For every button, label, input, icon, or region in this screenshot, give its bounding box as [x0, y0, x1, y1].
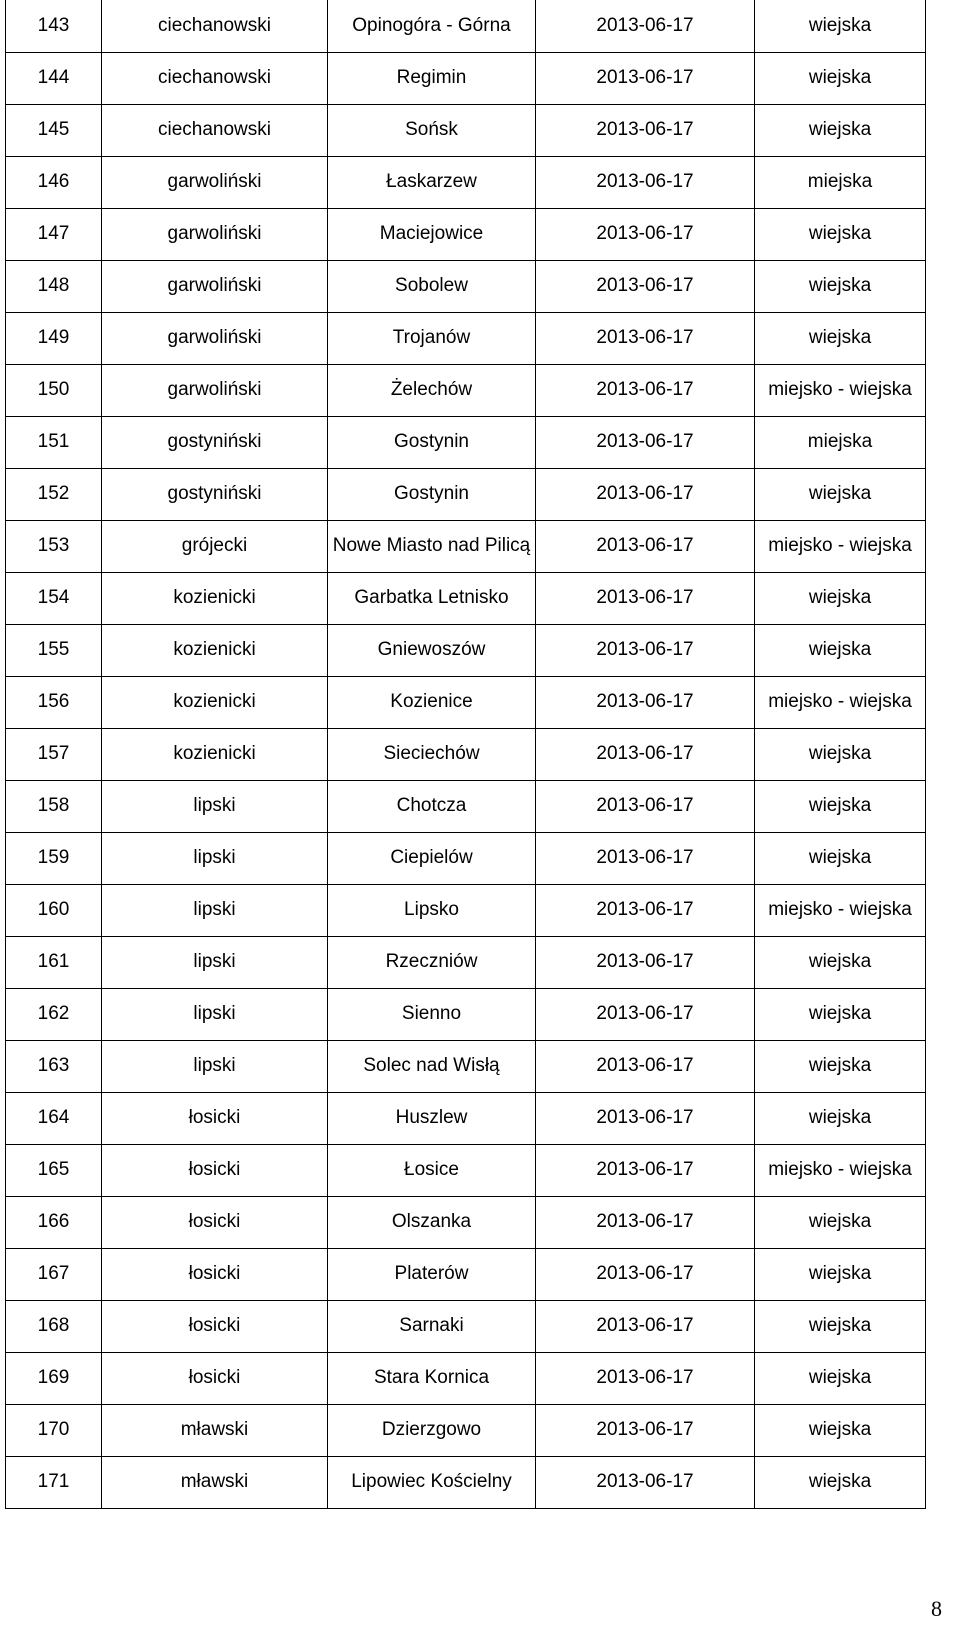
- date-cell: 2013-06-17: [536, 1144, 755, 1196]
- table-row: [6, 364, 926, 416]
- municipality-type-cell: wiejska: [755, 468, 926, 520]
- municipality-cell: Stara Kornica: [328, 1352, 536, 1404]
- date-cell: 2013-06-17: [536, 1092, 755, 1144]
- county-cell: łosicki: [102, 1196, 328, 1248]
- municipality-type-cell: wiejska: [755, 988, 926, 1040]
- table-row: [6, 208, 926, 260]
- row-number-cell: 146: [6, 156, 102, 208]
- municipality-cell: Sieciechów: [328, 728, 536, 780]
- row-number-cell: 160: [6, 884, 102, 936]
- county-cell: łosicki: [102, 1352, 328, 1404]
- row-number-cell: 155: [6, 624, 102, 676]
- date-cell: 2013-06-17: [536, 52, 755, 104]
- municipality-type-cell: wiejska: [755, 208, 926, 260]
- row-number-cell: 170: [6, 1404, 102, 1456]
- date-cell: 2013-06-17: [536, 416, 755, 468]
- county-cell: gostyniński: [102, 468, 328, 520]
- date-cell: 2013-06-17: [536, 1404, 755, 1456]
- table-row: [6, 1040, 926, 1092]
- county-cell: kozienicki: [102, 572, 328, 624]
- table-row: [6, 1404, 926, 1456]
- municipality-type-cell: miejska: [755, 416, 926, 468]
- municipality-type-cell: miejsko - wiejska: [755, 364, 926, 416]
- municipality-cell: Huszlew: [328, 1092, 536, 1144]
- county-cell: gostyniński: [102, 416, 328, 468]
- row-number-cell: 167: [6, 1248, 102, 1300]
- county-cell: grójecki: [102, 520, 328, 572]
- table-row: [6, 260, 926, 312]
- municipality-type-cell: wiejska: [755, 780, 926, 832]
- municipality-table: [5, 0, 926, 1509]
- table-row: [6, 312, 926, 364]
- municipality-cell: Kozienice: [328, 676, 536, 728]
- municipality-cell: Gniewoszów: [328, 624, 536, 676]
- date-cell: 2013-06-17: [536, 468, 755, 520]
- municipality-cell: Sobolew: [328, 260, 536, 312]
- municipality-cell: Maciejowice: [328, 208, 536, 260]
- county-cell: mławski: [102, 1456, 328, 1508]
- county-cell: łosicki: [102, 1092, 328, 1144]
- row-number-cell: 154: [6, 572, 102, 624]
- table-row: [6, 104, 926, 156]
- row-number-cell: 148: [6, 260, 102, 312]
- county-cell: kozienicki: [102, 728, 328, 780]
- municipality-cell: Sienno: [328, 988, 536, 1040]
- municipality-type-cell: miejska: [755, 156, 926, 208]
- municipality-type-cell: wiejska: [755, 728, 926, 780]
- date-cell: 2013-06-17: [536, 1300, 755, 1352]
- date-cell: 2013-06-17: [536, 624, 755, 676]
- municipality-cell: Sońsk: [328, 104, 536, 156]
- table-row: [6, 832, 926, 884]
- municipality-type-cell: wiejska: [755, 1456, 926, 1508]
- date-cell: 2013-06-17: [536, 0, 755, 52]
- row-number-cell: 157: [6, 728, 102, 780]
- county-cell: garwoliński: [102, 156, 328, 208]
- date-cell: 2013-06-17: [536, 988, 755, 1040]
- table-row: [6, 884, 926, 936]
- table-row: [6, 624, 926, 676]
- date-cell: 2013-06-17: [536, 572, 755, 624]
- table-row: [6, 572, 926, 624]
- municipality-type-cell: wiejska: [755, 1092, 926, 1144]
- table-row: [6, 780, 926, 832]
- date-cell: 2013-06-17: [536, 520, 755, 572]
- municipality-cell: Rzeczniów: [328, 936, 536, 988]
- date-cell: 2013-06-17: [536, 676, 755, 728]
- county-cell: garwoliński: [102, 208, 328, 260]
- row-number-cell: 158: [6, 780, 102, 832]
- date-cell: 2013-06-17: [536, 156, 755, 208]
- municipality-cell: Nowe Miasto nad Pilicą: [328, 520, 536, 572]
- municipality-cell: Lipowiec Kościelny: [328, 1456, 536, 1508]
- row-number-cell: 169: [6, 1352, 102, 1404]
- table-row: [6, 1196, 926, 1248]
- municipality-type-cell: wiejska: [755, 52, 926, 104]
- row-number-cell: 147: [6, 208, 102, 260]
- row-number-cell: 144: [6, 52, 102, 104]
- date-cell: 2013-06-17: [536, 1352, 755, 1404]
- row-number-cell: 164: [6, 1092, 102, 1144]
- row-number-cell: 166: [6, 1196, 102, 1248]
- date-cell: 2013-06-17: [536, 936, 755, 988]
- municipality-type-cell: miejsko - wiejska: [755, 884, 926, 936]
- county-cell: łosicki: [102, 1144, 328, 1196]
- page-number: 8: [931, 1596, 942, 1621]
- date-cell: 2013-06-17: [536, 1248, 755, 1300]
- table-row: [6, 520, 926, 572]
- table-row: [6, 468, 926, 520]
- table-row: [6, 1248, 926, 1300]
- table-row: [6, 936, 926, 988]
- row-number-cell: 159: [6, 832, 102, 884]
- date-cell: 2013-06-17: [536, 104, 755, 156]
- municipality-cell: Trojanów: [328, 312, 536, 364]
- municipality-type-cell: wiejska: [755, 312, 926, 364]
- row-number-cell: 143: [6, 0, 102, 52]
- municipality-cell: Dzierzgowo: [328, 1404, 536, 1456]
- county-cell: garwoliński: [102, 364, 328, 416]
- municipality-cell: Żelechów: [328, 364, 536, 416]
- date-cell: 2013-06-17: [536, 1456, 755, 1508]
- county-cell: lipski: [102, 884, 328, 936]
- row-number-cell: 163: [6, 1040, 102, 1092]
- municipality-cell: Sarnaki: [328, 1300, 536, 1352]
- row-number-cell: 145: [6, 104, 102, 156]
- municipality-type-cell: wiejska: [755, 1248, 926, 1300]
- county-cell: łosicki: [102, 1248, 328, 1300]
- county-cell: kozienicki: [102, 676, 328, 728]
- date-cell: 2013-06-17: [536, 780, 755, 832]
- municipality-cell: Ciepielów: [328, 832, 536, 884]
- date-cell: 2013-06-17: [536, 208, 755, 260]
- table-row: [6, 676, 926, 728]
- county-cell: ciechanowski: [102, 104, 328, 156]
- row-number-cell: 171: [6, 1456, 102, 1508]
- county-cell: lipski: [102, 780, 328, 832]
- date-cell: 2013-06-17: [536, 364, 755, 416]
- municipality-cell: Garbatka Letnisko: [328, 572, 536, 624]
- municipality-cell: Łaskarzew: [328, 156, 536, 208]
- municipality-cell: Platerów: [328, 1248, 536, 1300]
- municipality-cell: Opinogóra - Górna: [328, 0, 536, 52]
- row-number-cell: 149: [6, 312, 102, 364]
- municipality-type-cell: wiejska: [755, 936, 926, 988]
- date-cell: 2013-06-17: [536, 884, 755, 936]
- municipality-type-cell: wiejska: [755, 1300, 926, 1352]
- row-number-cell: 150: [6, 364, 102, 416]
- row-number-cell: 161: [6, 936, 102, 988]
- table-row: [6, 988, 926, 1040]
- table-row: [6, 1456, 926, 1508]
- date-cell: 2013-06-17: [536, 1040, 755, 1092]
- municipality-type-cell: miejsko - wiejska: [755, 1144, 926, 1196]
- municipality-type-cell: wiejska: [755, 832, 926, 884]
- row-number-cell: 156: [6, 676, 102, 728]
- municipality-cell: Regimin: [328, 52, 536, 104]
- municipality-type-cell: wiejska: [755, 0, 926, 52]
- date-cell: 2013-06-17: [536, 832, 755, 884]
- row-number-cell: 162: [6, 988, 102, 1040]
- county-cell: łosicki: [102, 1300, 328, 1352]
- table-row: [6, 1300, 926, 1352]
- county-cell: lipski: [102, 936, 328, 988]
- municipality-cell: Solec nad Wisłą: [328, 1040, 536, 1092]
- row-number-cell: 152: [6, 468, 102, 520]
- county-cell: ciechanowski: [102, 0, 328, 52]
- table-row: [6, 0, 926, 52]
- table-row: [6, 728, 926, 780]
- county-cell: mławski: [102, 1404, 328, 1456]
- municipality-cell: Olszanka: [328, 1196, 536, 1248]
- table-row: [6, 156, 926, 208]
- row-number-cell: 168: [6, 1300, 102, 1352]
- county-cell: garwoliński: [102, 260, 328, 312]
- municipality-cell: Gostynin: [328, 468, 536, 520]
- county-cell: kozienicki: [102, 624, 328, 676]
- row-number-cell: 151: [6, 416, 102, 468]
- date-cell: 2013-06-17: [536, 728, 755, 780]
- municipality-cell: Lipsko: [328, 884, 536, 936]
- municipality-type-cell: wiejska: [755, 260, 926, 312]
- municipality-type-cell: wiejska: [755, 1352, 926, 1404]
- table-body: [6, 0, 926, 1508]
- county-cell: lipski: [102, 1040, 328, 1092]
- municipality-type-cell: miejsko - wiejska: [755, 676, 926, 728]
- table-row: [6, 52, 926, 104]
- row-number-cell: 153: [6, 520, 102, 572]
- county-cell: garwoliński: [102, 312, 328, 364]
- county-cell: lipski: [102, 832, 328, 884]
- municipality-cell: Chotcza: [328, 780, 536, 832]
- municipality-type-cell: wiejska: [755, 1196, 926, 1248]
- municipality-type-cell: wiejska: [755, 1040, 926, 1092]
- municipality-type-cell: miejsko - wiejska: [755, 520, 926, 572]
- table-row: [6, 416, 926, 468]
- municipality-type-cell: wiejska: [755, 104, 926, 156]
- municipality-type-cell: wiejska: [755, 624, 926, 676]
- municipality-type-cell: wiejska: [755, 572, 926, 624]
- municipality-cell: Gostynin: [328, 416, 536, 468]
- municipality-cell: Łosice: [328, 1144, 536, 1196]
- date-cell: 2013-06-17: [536, 1196, 755, 1248]
- date-cell: 2013-06-17: [536, 312, 755, 364]
- table-row: [6, 1352, 926, 1404]
- municipality-type-cell: wiejska: [755, 1404, 926, 1456]
- county-cell: lipski: [102, 988, 328, 1040]
- table-row: [6, 1144, 926, 1196]
- county-cell: ciechanowski: [102, 52, 328, 104]
- table-row: [6, 1092, 926, 1144]
- row-number-cell: 165: [6, 1144, 102, 1196]
- date-cell: 2013-06-17: [536, 260, 755, 312]
